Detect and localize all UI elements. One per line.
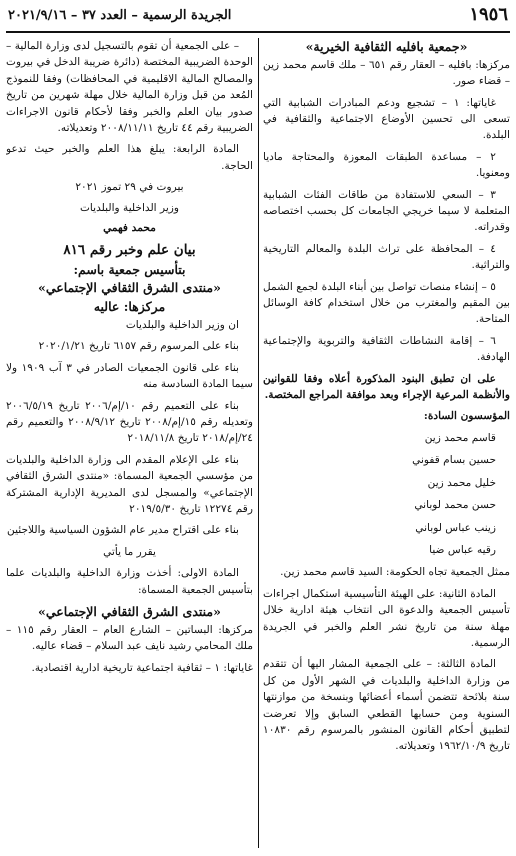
goal-item: ٢ – مساعدة الطبقات المعوزة والمحتاجة ماديا ومعنويا. — [263, 150, 510, 180]
article-four: المادة الرابعة: يبلغ هذا العلم والخبر حيث تدعو الحاجة. — [6, 143, 253, 172]
article-two: المادة الثانية: على الهيئة التأسيسية استكمال اجراءات تأسيس الجمعية والدعوة الى انتخاب هيئة ادارية خلال مهلة سنة من تاريخ نشر العلم والخبر في الجريدة الرسمية. — [263, 587, 510, 649]
founders-heading: المؤسسون السادة: — [423, 410, 510, 423]
right-column — [263, 38, 510, 852]
signature-date: بيروت في ٢٩ تموز ٢٠٢١ — [75, 181, 184, 194]
preamble-line: بناء على المرسوم رقم ٦١٥٧ تاريخ ٢٠٢٠/١/٢١ — [38, 340, 239, 353]
preamble-line: بناء على التعميم رقم ١٠/إم/٢٠٠٦ تاريخ ٢٠٠٦/٥/١٩ وتعديله رقم ١٥/إم/٢٠٠٨ تاريخ ٢٠٠٨/٩/١٢ والتعميم رقم ٢٤/إم/٢٠١٨ تاريخ ٢٠١٨/١١/٨ — [6, 399, 253, 445]
association-name-repeat: «منتدى الشرق الثقافي الإجتماعي» — [38, 604, 221, 620]
notice-title: بيان علم وخبر رقم ٨١٦ — [63, 242, 196, 259]
header-divider — [6, 31, 510, 33]
preamble-line: ان وزير الداخلية والبلديات — [125, 318, 239, 331]
goal-item: ٤ – المحافظة على تراث البلدة والمعالم التاريخية والتراثية. — [263, 242, 510, 272]
column-divider — [258, 38, 259, 848]
preamble-line: بناء على الإعلام المقدم الى وزارة الداخلية والبلديات من مؤسسي الجمعية المسماة: «منتدى الشرق الثقافي الإجتماعي» والمسجل لدى المديرية الإدارية المشتركة رقم ١٢٢٧٤ تاريخ ٢٠١٩/٥/٣٠ — [6, 453, 253, 516]
article-one: المادة الاولى: أخذت وزارة الداخلية والبلديات علما بتأسيس الجمعية المسماة: — [6, 567, 253, 596]
tax-registration-paragraph: – على الجمعية أن تقوم بالتسجيل لدى وزارة المالية – الوحدة الضريبية المختصة (دائرة ضريبة الدخل في بيروت والمصالح المالية الاقليمية في المحافظات) وفقا للنموذج المُعد من قبل وزارة المالية خلال مهلة شهرين من تاريخ صدور بيان العلم والخبر وفقا لأحكام قانون الاجراءات الضريبية رقم ٤٤ تاريخ ٢٠٠٨/١١/١١ وتعديلاته. — [6, 40, 253, 135]
goal-item: ٦ – إقامة النشاطات الثقافية والتربوية والإجتماعية الهادفة. — [263, 334, 510, 364]
gazette-title: الجريدة الرسمية – العدد ٣٧ – ٢٠٢١/٩/١٦ — [8, 8, 232, 23]
founder-name: زينب عباس لوباني — [415, 521, 496, 534]
signature-title: وزير الداخلية والبلديات — [79, 201, 180, 214]
page-number: ١٩٥٦ — [469, 4, 508, 25]
page-header — [6, 6, 510, 30]
goals-paragraph: غاياتها: ١ – تشجيع ودعم المبادرات الشبابية التي تسعى الى تحسين الأوضاع الاجتماعية والثقافية في البلدة. — [263, 96, 510, 142]
association-hq: مركزها: بافليه – العقار رقم ٦٥١ – ملك قاسم محمد زين – قضاء صور. — [263, 58, 510, 88]
goal-item: ٣ – السعي للاستفادة من طاقات الفئات الشبابية المتعلمة لا سيما خريجي الجامعات كل بحسب اختصاصه وقدراته. — [263, 188, 510, 234]
founder-name: رقيه عباس ضيا — [429, 543, 496, 556]
founder-name: حسين بسام قفوني — [412, 454, 496, 467]
notice-association-hq: مركزها: عاليه — [93, 299, 166, 315]
left-column — [6, 38, 253, 852]
association-goals: غاياتها: ١ – ثقافية اجتماعية تاريخية ادارية اقتصادية. — [31, 661, 253, 674]
government-representative: ممثل الجمعية تجاه الحكومة: السيد قاسم محمد زين. — [280, 566, 510, 579]
founder-name: قاسم محمد زين — [424, 431, 496, 444]
notice-association-name: «منتدى الشرق الثقافي الإجتماعي» — [38, 280, 221, 296]
decides-line: يقرر ما يأتي — [103, 545, 156, 558]
signature-name: محمد فهمي — [103, 222, 156, 235]
founder-name: خليل محمد زين — [427, 476, 496, 489]
condition-paragraph: على ان تطبق البنود المذكورة أعلاه وفقا للقوانين والأنظمة المرعية الإجراء وبعد موافقة المراجع المختصة. — [263, 372, 510, 402]
article-three: المادة الثالثة: – على الجمعية المشار اليها أن تتقدم من وزارة الداخلية والبلديات في الشهر الأول من كل سنة بلائحة تتضمن أسماء أعضائها وبنسخة من موازنتها السنوية ومن حسابها القطعي السابق وإلا تعرضت لتطبيق أحكام القانون المنشور بالمرسوم رقم ١٠٨٣٠ تاريخ ١٩٦٢/١٠/٩ وتعديلاته. — [263, 658, 510, 753]
association-name: «جمعية بافليه الثقافية الخيرية» — [305, 39, 468, 54]
notice-subtitle: بتأسيس جمعية باسم: — [73, 261, 186, 277]
founder-name: حسن محمد لوباني — [414, 499, 496, 512]
goal-item: ٥ – إنشاء منصات تواصل بين أبناء البلدة لجمع الشمل بين المقيم والمغترب من خلال استخدام كافة الوسائل المتاحة. — [263, 280, 510, 326]
preamble-line: بناء على اقتراح مدير عام الشؤون السياسية واللاجئين — [7, 524, 239, 537]
preamble-line: بناء على قانون الجمعيات الصادر في ٣ آب ١٩٠٩ ولا سيما المادة السادسة منه — [6, 361, 253, 391]
association-hq-detail: مركزها: البساتين – الشارع العام – العقار رقم ١١٥ – ملك المحامي رشيد نايف عبد السلام – قضاء عاليه. — [6, 623, 253, 653]
